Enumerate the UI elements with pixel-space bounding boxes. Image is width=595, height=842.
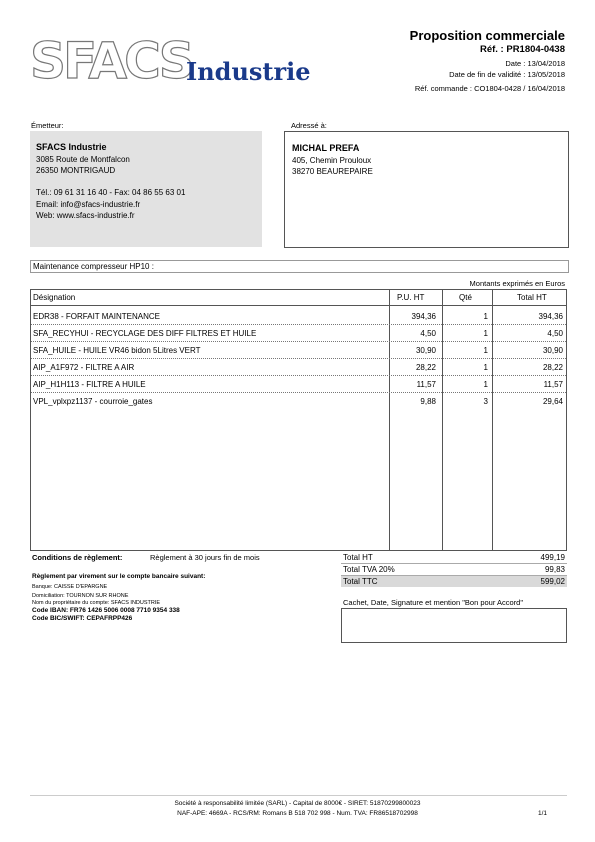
document-ref: Réf. : PR1804-0438 [479,44,565,55]
validity-date: Date de fin de validité : 13/05/2018 [449,70,565,79]
total-ht-row [341,552,567,564]
issuer-label: Émetteur: [31,121,64,130]
col-total: Total HT [517,293,547,302]
total-tva-value: 99,83 [544,565,565,574]
row-pu: 30,90 [415,346,436,355]
row-pu: 28,22 [415,363,436,372]
currency-note: Montants exprimés en Euros [469,279,565,288]
company-logo [28,30,318,90]
row-qty: 3 [483,397,488,406]
row-pu: 394,36 [411,312,436,321]
proposal-object: Maintenance compresseur HP10 : [30,260,569,273]
row-qty: 1 [483,380,488,389]
row-qty: 1 [483,363,488,372]
items-table [30,289,567,551]
issuer-web: Web: www.sfacs-industrie.fr [36,211,135,220]
col-qty: Qté [459,293,472,302]
bank-title: Règlement par virement sur le compte bancaire suivant: [32,573,206,580]
page-number: 1/1 [537,810,547,817]
recipient-label: Adressé à: [291,121,327,130]
row-total: 4,50 [547,329,563,338]
footer-divider [30,795,567,796]
row-total: 29,64 [542,397,563,406]
signature-box[interactable] [341,608,567,643]
total-ht-label: Total HT [343,553,373,562]
issuer-address1: 3085 Route de Montfalcon [36,155,130,164]
recipient-name: MICHAL PREFA [292,143,360,153]
bank-bic: Code BIC/SWIFT: CEPAFRPP426 [32,615,133,622]
table-row [31,358,566,376]
issuer-name: SFACS Industrie [36,142,107,152]
issuer-phone: Tél.: 09 61 31 16 40 - Fax: 04 86 55 63 01 [36,188,186,197]
bank-domiciliation: Domiciliation: TOURNON SUR RHONE [32,593,129,599]
row-pu: 4,50 [420,329,436,338]
row-qty: 1 [483,346,488,355]
row-qty: 1 [483,329,488,338]
issuer-email: Email: info@sfacs-industrie.fr [36,200,141,209]
issuer-address2: 26350 MONTRIGAUD [36,166,116,175]
logo-text: Industrie [186,57,311,86]
table-row [31,341,566,359]
issuer-box [30,131,262,247]
footer-legal-2: NAF-APE: 4669A - RCS/RM: Romans B 518 702 998 - Num. TVA: FR86518702998 [177,810,418,817]
row-designation: SFA_RECYHUI - RECYCLAGE DES DIFF FILTRES ET HUILE [33,329,257,338]
row-designation: AIP_A1F972 - FILTRE A AIR [33,363,135,372]
row-pu: 11,57 [416,380,436,389]
col-designation: Désignation [33,293,76,302]
row-total: 28,22 [542,363,563,372]
col-pu: P.U. HT [397,293,425,302]
total-ttc-label: Total TTC [343,577,378,586]
table-header [31,290,566,306]
total-ht-value: 499,19 [540,553,565,562]
table-row [31,375,566,393]
row-total: 11,57 [543,380,563,389]
row-total: 30,90 [542,346,563,355]
signature-label: Cachet, Date, Signature et mention "Bon pour Accord" [343,598,524,607]
row-designation: VPL_vplxpz1137 - courroie_gates [33,397,153,406]
total-ttc-row [341,576,567,587]
total-ttc-value: 599,02 [540,577,565,586]
bank-iban: Code IBAN: FR76 1426 5006 0008 7710 9354 338 [32,607,180,614]
total-tva-row [341,564,567,576]
footer-legal-1: Société à responsabilité limitée (SARL) - Capital de 8000€ - SIRET: 51870299800023 [174,800,421,807]
table-row [31,307,566,325]
row-designation: AIP_H1H113 - FILTRE A HUILE [33,380,146,389]
recipient-address1: 405, Chemin Prouloux [292,156,372,165]
document-title: Proposition commerciale [409,28,565,43]
row-qty: 1 [483,312,488,321]
total-tva-label: Total TVA 20% [343,565,395,574]
payment-terms-value: Règlement à 30 jours fin de mois [150,553,260,562]
payment-terms-label: Conditions de règlement: [32,553,123,562]
row-designation: SFA_HUILE - HUILE VR46 bidon 5Litres VERT [33,346,201,355]
logo-letters: SFACS [30,32,192,90]
document-date: Date : 13/04/2018 [505,59,565,68]
row-total: 394,36 [538,312,563,321]
table-row [31,392,566,409]
recipient-address2: 38270 BEAUREPAIRE [292,167,373,176]
bank-name: Banque: CAISSE D'EPARGNE [32,584,108,590]
row-pu: 9,88 [420,397,436,406]
table-row [31,324,566,342]
order-ref: Réf. commande : CO1804-0428 / 16/04/2018 [414,84,565,93]
bank-owner: Nom du propriétaire du compte: SFACS INDUSTRIE [32,600,161,606]
recipient-box [284,131,569,248]
row-designation: EDR38 - FORFAIT MAINTENANCE [33,312,160,321]
